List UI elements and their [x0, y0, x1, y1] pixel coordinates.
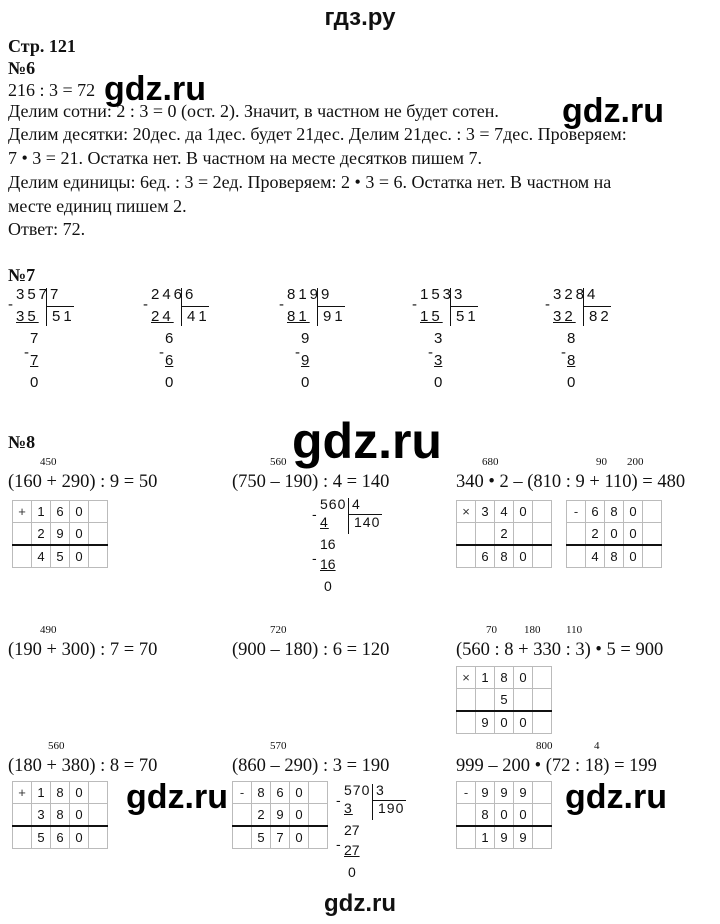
quotient: 190	[378, 800, 405, 816]
empty-cell	[533, 545, 552, 568]
subtrahend: 7	[30, 352, 39, 369]
task-6-line: 7 • 3 = 21. Остатка нет. В частном на месте десятков пишем 7.	[8, 148, 482, 168]
digit-cell: 0	[514, 501, 533, 523]
minus-sign: -	[24, 344, 29, 361]
task-6-line: 216 : 3 = 72	[8, 80, 96, 100]
digit-cell: 4	[586, 545, 605, 568]
remainder: 0	[165, 374, 174, 391]
operator-cell: -	[233, 782, 252, 804]
digit-cell: 1	[32, 782, 51, 804]
digit-cell: 0	[624, 523, 643, 546]
digit-cell: 2	[586, 523, 605, 546]
digit-cell: 6	[271, 782, 290, 804]
digit-cell: 0	[495, 711, 514, 734]
long-division	[6, 286, 116, 404]
dividend: 246	[151, 286, 186, 303]
empty-cell	[643, 545, 662, 568]
intermediate-result: 560	[270, 456, 287, 468]
quotient: 140	[354, 514, 381, 530]
expression: (860 – 290) : 3 = 190	[232, 756, 390, 776]
subtrahend: 3	[344, 800, 353, 816]
intermediate-result: 110	[566, 624, 583, 636]
divisor: 7	[50, 286, 59, 303]
dividend: 819	[287, 286, 322, 303]
task-6-line: Делим единицы: 6ед. : 3 = 2ед. Проверяем: 2 • 3 = 6. Остатка нет. В частном на	[8, 172, 612, 192]
subtrahend: 27	[344, 842, 360, 858]
remainder: 0	[348, 864, 356, 880]
digit-cell: 0	[290, 826, 309, 849]
watermark: gdz.ru	[104, 70, 206, 108]
operator-cell: +	[13, 501, 32, 523]
empty-cell	[89, 782, 108, 804]
digit-cell: 6	[51, 501, 70, 523]
digit-cell	[514, 523, 533, 546]
operator-cell	[13, 826, 32, 849]
digit-cell: 0	[70, 501, 89, 523]
column-calculation	[456, 781, 552, 849]
operator-cell: ×	[457, 667, 476, 689]
subtrahend: 3	[434, 352, 443, 369]
column-calculation	[12, 781, 108, 849]
digit-cell: 4	[495, 501, 514, 523]
operator-cell: ×	[457, 501, 476, 523]
long-division	[141, 286, 251, 404]
site-footer[interactable]: gdz.ru	[324, 890, 396, 917]
column-calculation	[456, 666, 552, 734]
operator-cell	[233, 826, 252, 849]
digit-cell: 9	[476, 711, 495, 734]
expression: 999 – 200 • (72 : 18) = 199	[456, 756, 657, 776]
operator-cell: -	[457, 782, 476, 804]
digit-cell: 5	[252, 826, 271, 849]
digit-cell: 0	[514, 667, 533, 689]
operator-cell	[13, 804, 32, 827]
operator-cell	[457, 826, 476, 849]
empty-cell	[309, 782, 328, 804]
operator-cell	[457, 711, 476, 734]
minus-sign: -	[336, 836, 341, 852]
subtrahend: 32	[553, 308, 576, 325]
digit-cell: 0	[624, 501, 643, 523]
minus-sign: -	[312, 506, 317, 522]
digit-cell: 8	[51, 782, 70, 804]
operator-cell	[567, 523, 586, 546]
minus-sign: -	[428, 344, 433, 361]
intermediate-result: 720	[270, 624, 287, 636]
digit-cell: 3	[476, 501, 495, 523]
watermark: gdz.ru	[565, 778, 667, 816]
long-division	[543, 286, 653, 404]
subtrahend: 81	[287, 308, 310, 325]
empty-cell	[89, 501, 108, 523]
digit-cell: 1	[476, 667, 495, 689]
task-6-line: месте единиц пишем 2.	[8, 196, 187, 216]
quotient: 82	[589, 308, 612, 325]
digit-cell: 9	[271, 804, 290, 827]
remainder-digits: 16	[320, 536, 336, 552]
quotient: 51	[52, 308, 75, 325]
task-8-title: №8	[8, 432, 36, 452]
operator-cell	[567, 545, 586, 568]
expression: (900 – 180) : 6 = 120	[232, 640, 390, 660]
digit-cell: 0	[514, 711, 533, 734]
digit-cell: 5	[32, 826, 51, 849]
digit-cell: 9	[51, 523, 70, 546]
operator-cell	[457, 689, 476, 712]
digit-cell: 0	[624, 545, 643, 568]
divisor: 3	[376, 782, 384, 798]
minus-sign: -	[159, 344, 164, 361]
remainder-digits: 27	[344, 822, 360, 838]
intermediate-result: 4	[594, 740, 600, 752]
operator-cell	[457, 545, 476, 568]
digit-cell: 8	[495, 667, 514, 689]
operator-cell	[13, 545, 32, 568]
digit-cell: 7	[271, 826, 290, 849]
task-6-title: №6	[8, 58, 36, 78]
divisor: 9	[321, 286, 330, 303]
digit-cell	[476, 689, 495, 712]
task-6-line: Делим сотни: 2 : 3 = 0 (ост. 2). Значит, в частном не будет сотен.	[8, 101, 499, 121]
minus-sign: -	[561, 344, 566, 361]
minus-sign: -	[336, 792, 341, 808]
remainder-digits: 6	[165, 330, 174, 347]
minus-sign: -	[279, 296, 284, 313]
long-division	[410, 286, 520, 404]
operator-cell	[457, 523, 476, 546]
empty-cell	[89, 826, 108, 849]
divisor: 4	[352, 496, 360, 512]
minus-sign: -	[545, 296, 550, 313]
watermark: gdz.ru	[292, 413, 442, 469]
expression: (560 : 8 + 330 : 3) • 5 = 900	[456, 640, 664, 660]
quotient: 41	[187, 308, 210, 325]
intermediate-result: 70	[486, 624, 497, 636]
digit-cell: 2	[252, 804, 271, 827]
operator-cell: -	[567, 501, 586, 523]
empty-cell	[533, 689, 552, 712]
intermediate-result: 800	[536, 740, 553, 752]
empty-cell	[89, 523, 108, 546]
digit-cell: 6	[476, 545, 495, 568]
quotient: 91	[323, 308, 346, 325]
intermediate-result: 90	[596, 456, 607, 468]
intermediate-result: 560	[48, 740, 65, 752]
minus-sign: -	[312, 550, 317, 566]
intermediate-result: 570	[270, 740, 287, 752]
empty-cell	[89, 804, 108, 827]
digit-cell: 0	[605, 523, 624, 546]
digit-cell: 8	[495, 545, 514, 568]
dividend: 357	[16, 286, 51, 303]
remainder: 0	[567, 374, 576, 391]
empty-cell	[533, 501, 552, 523]
remainder: 0	[434, 374, 443, 391]
digit-cell: 0	[70, 804, 89, 827]
remainder-digits: 7	[30, 330, 39, 347]
dividend: 328	[553, 286, 588, 303]
intermediate-result: 490	[40, 624, 57, 636]
subtrahend: 24	[151, 308, 174, 325]
digit-cell: 2	[495, 523, 514, 546]
digit-cell: 4	[32, 545, 51, 568]
intermediate-result: 450	[40, 456, 57, 468]
subtrahend: 16	[320, 556, 336, 572]
digit-cell: 8	[252, 782, 271, 804]
expression: (190 + 300) : 7 = 70	[8, 640, 158, 660]
digit-cell: 8	[605, 501, 624, 523]
minus-sign: -	[8, 296, 13, 313]
subtrahend: 6	[165, 352, 174, 369]
intermediate-result: 200	[627, 456, 644, 468]
digit-cell: 9	[476, 782, 495, 804]
column-calculation	[456, 500, 552, 568]
digit-cell: 2	[32, 523, 51, 546]
long-division	[334, 782, 444, 900]
operator-cell	[457, 804, 476, 827]
empty-cell	[533, 667, 552, 689]
empty-cell	[533, 711, 552, 734]
minus-sign: -	[412, 296, 417, 313]
empty-cell	[309, 826, 328, 849]
digit-cell: 8	[476, 804, 495, 827]
digit-cell: 9	[495, 826, 514, 849]
digit-cell: 0	[70, 782, 89, 804]
remainder-digits: 9	[301, 330, 310, 347]
digit-cell: 0	[290, 782, 309, 804]
digit-cell: 0	[514, 804, 533, 827]
watermark: gdz.ru	[562, 92, 664, 130]
watermark: gdz.ru	[126, 778, 228, 816]
remainder-digits: 3	[434, 330, 443, 347]
dividend: 560	[320, 496, 347, 512]
empty-cell	[533, 826, 552, 849]
digit-cell: 0	[70, 523, 89, 546]
minus-sign: -	[295, 344, 300, 361]
subtrahend: 8	[567, 352, 576, 369]
remainder: 0	[301, 374, 310, 391]
expression: (750 – 190) : 4 = 140	[232, 472, 390, 492]
long-division	[277, 286, 387, 404]
subtrahend: 9	[301, 352, 310, 369]
long-division	[310, 496, 420, 614]
minus-sign: -	[143, 296, 148, 313]
task-6-answer: Ответ: 72.	[8, 219, 86, 239]
remainder: 0	[324, 578, 332, 594]
empty-cell	[533, 523, 552, 546]
operator-cell	[233, 804, 252, 827]
column-calculation	[566, 500, 662, 568]
empty-cell	[643, 501, 662, 523]
digit-cell: 8	[605, 545, 624, 568]
digit-cell: 3	[32, 804, 51, 827]
digit-cell: 0	[290, 804, 309, 827]
empty-cell	[533, 804, 552, 827]
digit-cell: 5	[51, 545, 70, 568]
remainder-digits: 8	[567, 330, 576, 347]
subtrahend: 35	[16, 308, 39, 325]
digit-cell: 0	[514, 545, 533, 568]
digit-cell: 0	[495, 804, 514, 827]
digit-cell: 6	[51, 826, 70, 849]
page-number: Стр. 121	[8, 36, 76, 56]
dividend: 153	[420, 286, 455, 303]
digit-cell: 0	[70, 545, 89, 568]
empty-cell	[89, 545, 108, 568]
intermediate-result: 180	[524, 624, 541, 636]
dividend: 570	[344, 782, 371, 798]
expression: (180 + 380) : 8 = 70	[8, 756, 158, 776]
digit-cell: 1	[32, 501, 51, 523]
digit-cell: 6	[586, 501, 605, 523]
digit-cell: 1	[476, 826, 495, 849]
task-6-line: Делим десятки: 20дес. да 1дес. будет 21дес. Делим 21дес. : 3 = 7дес. Проверяем:	[8, 124, 627, 144]
empty-cell	[533, 782, 552, 804]
digit-cell: 9	[514, 826, 533, 849]
subtrahend: 15	[420, 308, 443, 325]
digit-cell: 9	[514, 782, 533, 804]
divisor: 4	[587, 286, 596, 303]
subtrahend: 4	[320, 514, 329, 530]
empty-cell	[309, 804, 328, 827]
site-header[interactable]: гдз.ру	[324, 4, 396, 31]
expression: 340 • 2 – (810 : 9 + 110) = 480	[456, 472, 686, 492]
divisor: 3	[454, 286, 463, 303]
operator-cell: +	[13, 782, 32, 804]
quotient: 51	[456, 308, 479, 325]
column-calculation	[232, 781, 328, 849]
operator-cell	[13, 523, 32, 546]
task-7-title: №7	[8, 265, 36, 285]
divisor: 6	[185, 286, 194, 303]
column-calculation	[12, 500, 108, 568]
digit-cell: 8	[51, 804, 70, 827]
digit-cell	[476, 523, 495, 546]
remainder: 0	[30, 374, 39, 391]
intermediate-result: 680	[482, 456, 499, 468]
digit-cell: 9	[495, 782, 514, 804]
empty-cell	[643, 523, 662, 546]
digit-cell: 5	[495, 689, 514, 712]
digit-cell: 0	[70, 826, 89, 849]
digit-cell	[514, 689, 533, 712]
expression: (160 + 290) : 9 = 50	[8, 472, 158, 492]
